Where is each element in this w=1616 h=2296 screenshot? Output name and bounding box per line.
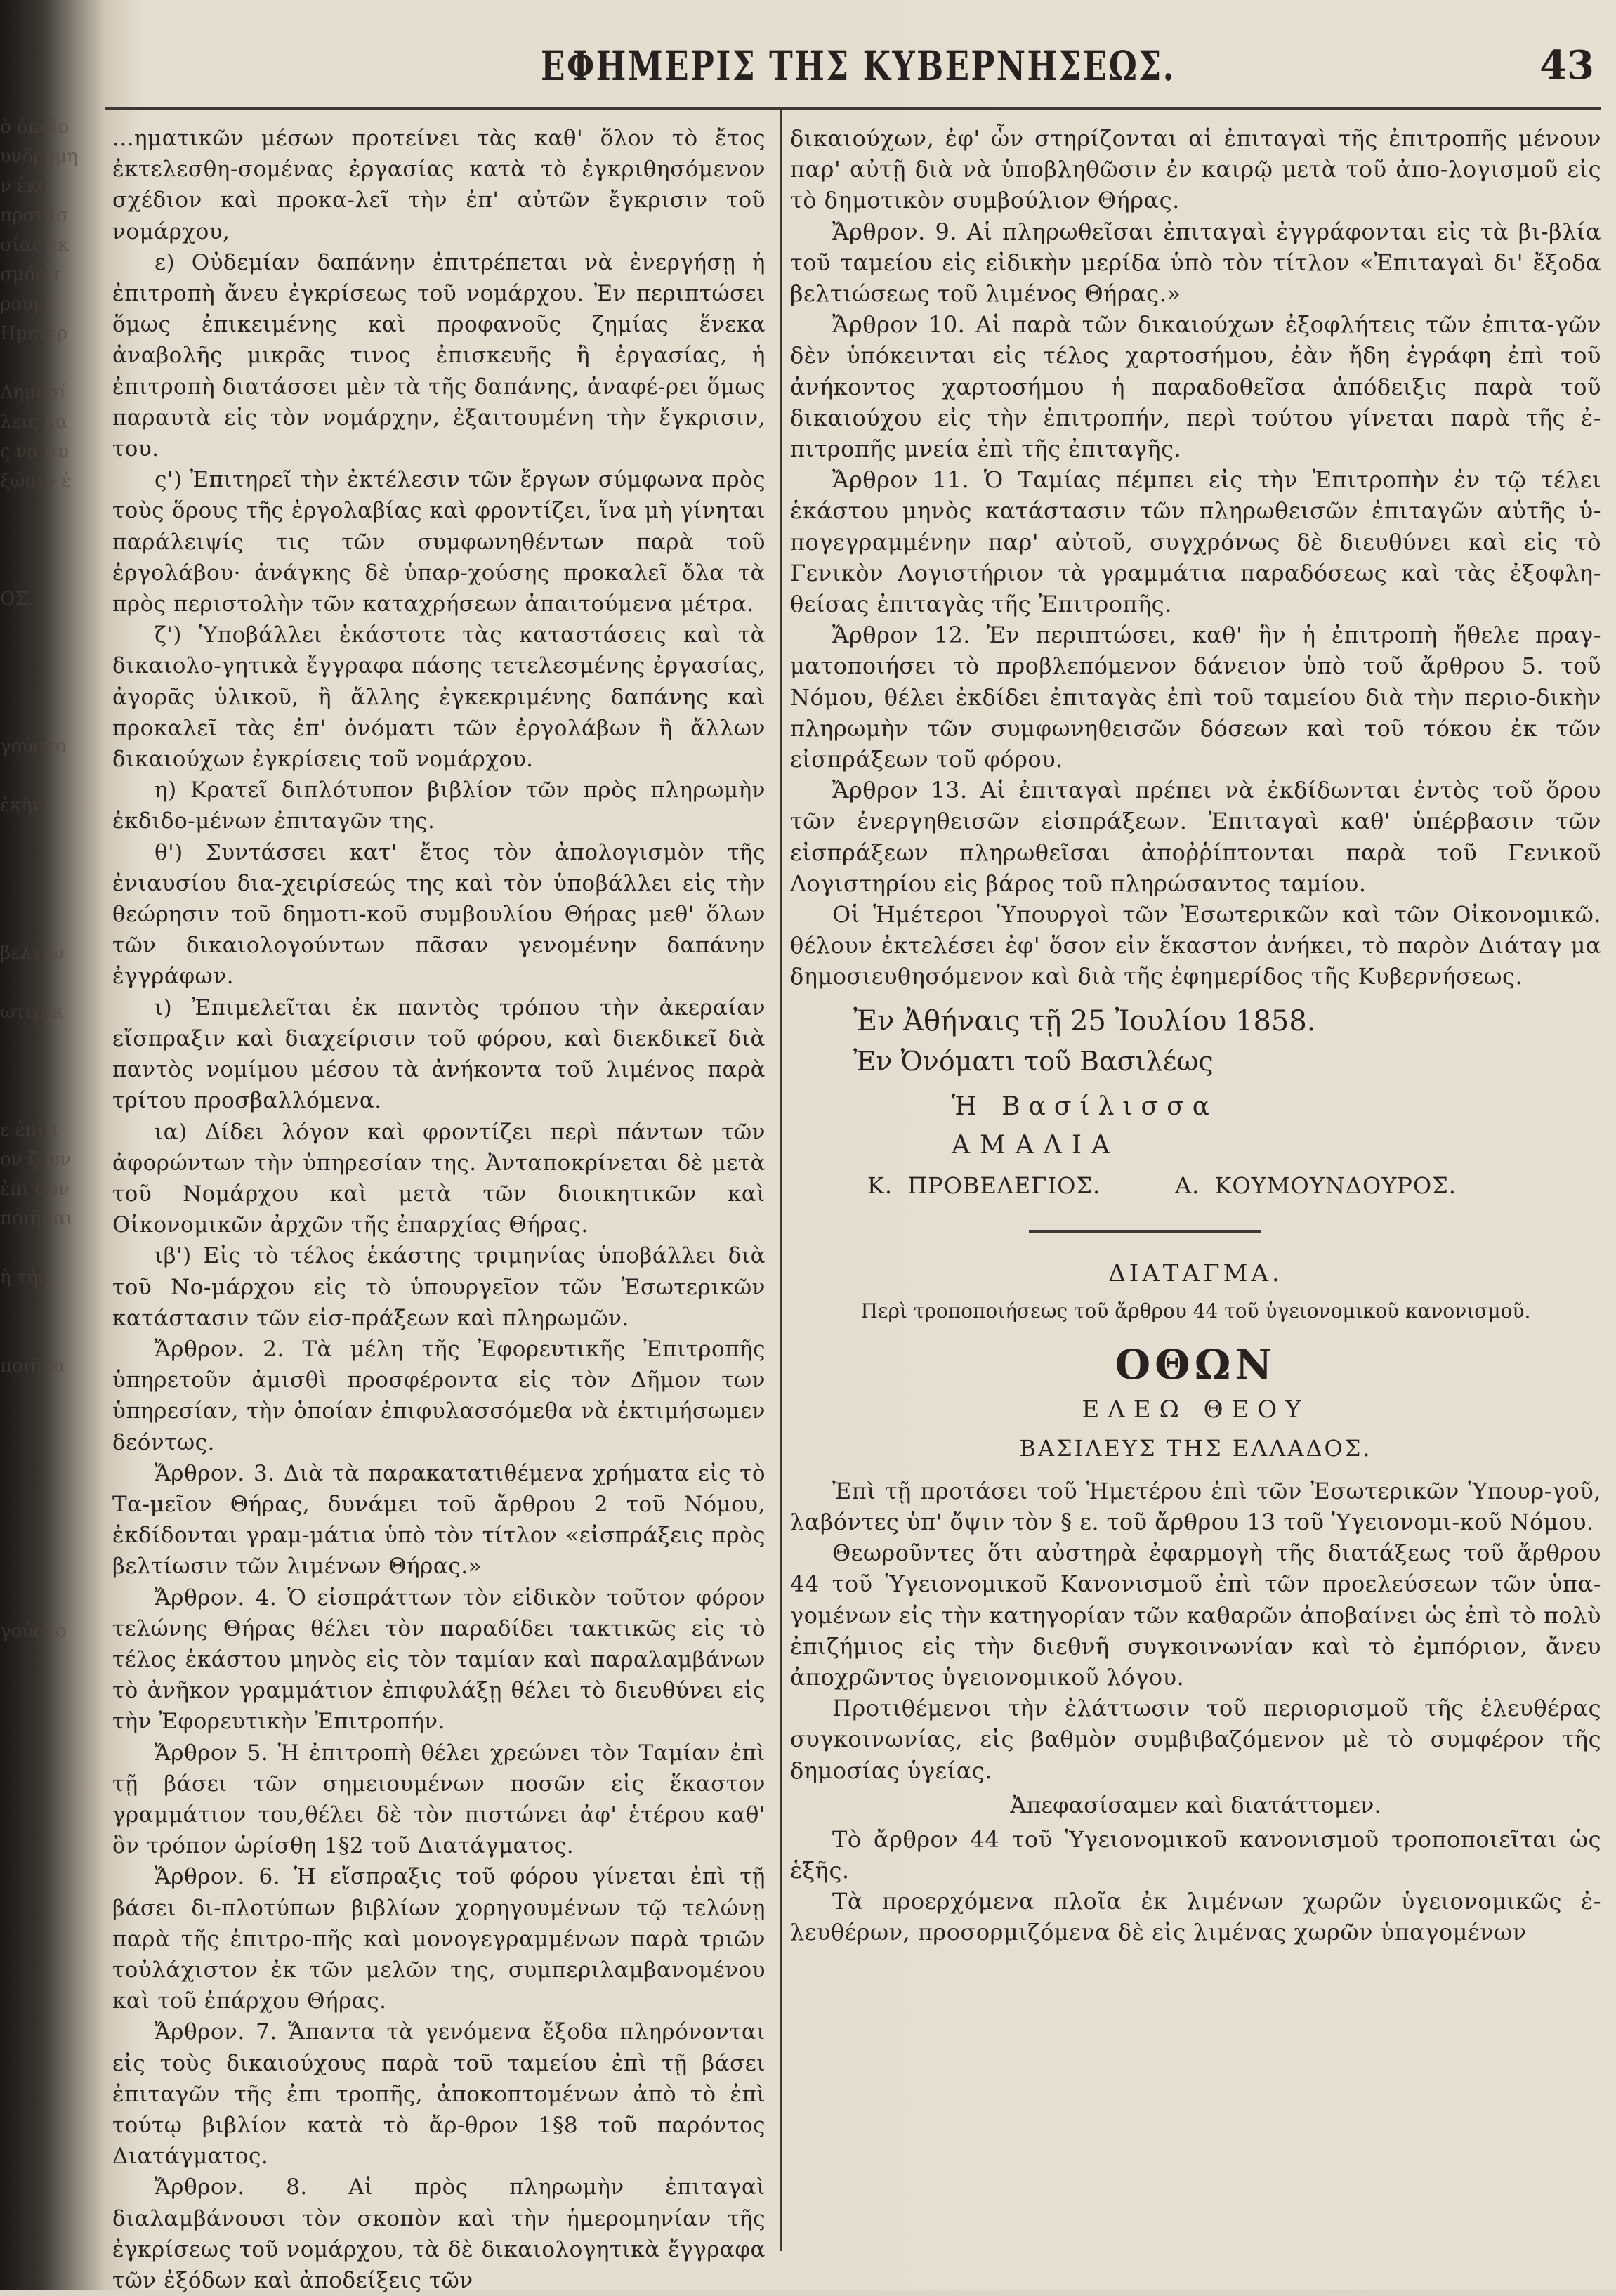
article-7: Ἄρθρον. 7. Ἅπαντα τὰ γενόμενα ἔξοδα πληρόνονται εἰς τοὺς δικαιούχους παρὰ τοῦ ταμείου ἐπὶ τῇ βάσει ἐπιταγῶν τῆς ἐπι τροπῆς, ἀποκοπτομένων ἀπὸ τὸ ἐπὶ τούτῳ βιβλίον κατὰ τὸ ἄρ-θρον 1§8 τοῦ παρόντος Διατάγματος. bbox=[112, 2019, 766, 2170]
bleed-line: Ημετέρ bbox=[0, 323, 68, 344]
minister-1: Κ. ΠΡΟΒΕΛΕΓΙΟΣ. bbox=[867, 1172, 1101, 1199]
bleed-line bbox=[0, 1528, 98, 1558]
bleed-line: λεις κα bbox=[0, 412, 68, 433]
paragraph: θ') Συντάσσει κατ' ἔτος τὸν ἀπολογισμὸν τῆς ἐνιαυσίου δια-χειρίσεώς της καὶ τὸν ὑποβάλλει εἰς τὴν θεώρησιν τοῦ δημοτι-κοῦ συμβουλίου Θήρας μεθ' ὅλων τῶν δικαιολογούντων πᾶσαν γενομένην δαπάνην ἐγγράφων. bbox=[112, 839, 766, 990]
bleed-line: βελτίω bbox=[0, 943, 64, 964]
paragraph: ι) Ἐπιμελεῖται ἐκ παντὸς τρόπου τὴν ἀκεραίαν εἴσπραξιν καὶ διαχείρισιν τοῦ φόρου, καὶ διεκδικεῖ διὰ παντὸς νομίμου μέσου τὰ ἀνήκοντα τοῦ λιμένος παρὰ τρίτου προσβαλλόμενα. bbox=[112, 995, 766, 1114]
bleed-line: ποιῆσα bbox=[0, 1356, 66, 1377]
bleed-line: ωτερικ bbox=[0, 1002, 64, 1023]
bleed-line: ρουμέ bbox=[0, 294, 55, 315]
bleed-line bbox=[0, 1499, 98, 1528]
bleed-line: ν ἐκδ bbox=[0, 176, 49, 197]
bleed-line bbox=[0, 1440, 98, 1469]
bleed-line: ἐκὴν bbox=[0, 795, 44, 816]
page-number: 43 bbox=[1539, 42, 1594, 88]
bleed-line bbox=[0, 525, 98, 555]
article-8: Ἄρθρον. 8. Αἱ πρὸς πληρωμὴν ἐπιταγαὶ διαλαμβάνουσι τὸν σκοπὸν καὶ τὴν ἡμερομηνίαν τῆς ἐγκρίσεως τοῦ νομάρχου, τὰ δὲ δικαιολογητικὰ ἔγγραφα τῶν ἐξόδων καὶ ἀποδείξεις τῶν bbox=[112, 2174, 766, 2294]
bleed-line bbox=[0, 909, 98, 938]
bleed-line: ΟΣ. bbox=[0, 589, 34, 610]
bleed-line bbox=[0, 348, 98, 378]
article-6: Ἄρθρον. 6. Ἡ εἴσπραξις τοῦ φόρου γίνεται ἐπὶ τῇ βάσει δι-πλοτύπων βιβλίων χορηγουμένων τῷ τελώνῃ παρὰ τῆς ἐπιτρο-πῆς καὶ μονογεγραμμένων παρὰ τριῶν τοὐλάχιστον ἐκ τῶν μελῶν της, συμπεριλαμβανομένου καὶ τοῦ ἐπάρχου Θήρας. bbox=[112, 1864, 766, 2014]
bleed-line bbox=[0, 702, 98, 732]
queen-label: Ἡ Βασίλισσα bbox=[952, 1091, 1218, 1121]
left-column bbox=[112, 123, 766, 2296]
in-name-of-king: Ἐν Ὀνόματι τοῦ Βασιλέως bbox=[853, 1045, 1214, 1077]
bleed-line bbox=[0, 850, 98, 879]
bleed-line bbox=[0, 761, 98, 791]
decree-paragraph: Προτιθέμενοι τὴν ἐλάττωσιν τοῦ περιορισμοῦ τῆς ἐλευθέρας συγκοινωνίας, εἰς βαθμὸν συμβιβαζόμενον μὲ τὸ συμφέρον τῆς δημοσίας ὑγείας. bbox=[790, 1695, 1601, 1784]
bleed-line bbox=[0, 879, 98, 909]
article-2: Ἄρθρον. 2. Τὰ μέλη τῆς Ἐφορευτικῆς Ἐπιτροπῆς ὑπηρετοῦν ἀμισθὶ προσφέροντα εἰς τὸν Δῆμον των ὑπηρεσίαν, τὴν ὁποίαν ἐπιφυλασσόμεθα νὰ ἐκτιμήσωμεν δεόντως. bbox=[112, 1336, 766, 1455]
header-rule bbox=[105, 107, 1601, 110]
closing-paragraph: Οἱ Ἡμέτεροι Ὑπουργοὶ τῶν Ἐσωτερικῶν καὶ τῶν Οἰκονομικῶ. θέλουν ἐκτελέσει ἐφ' ὅσον εἰν ἕκαστον ἀνήκει, τὸ παρὸν Διάταγ μα δημοσιευθησόμενον καὶ διὰ τῆς ἐφημερίδος τῆς Κυβερνήσεως. bbox=[790, 901, 1601, 990]
article-13: Ἄρθρον 13. Αἱ ἐπιταγαὶ πρέπει νὰ ἐκδίδωνται ἐντὸς τοῦ ὅρου τῶν ἐνεργηθεισῶν εἰσπράξεων. Ἐπιταγαὶ καθ' ὑπέρβασιν τῶν εἰσπράξεων πληρωθεῖσαι ἀποῤῥίπτονται παρὰ τοῦ Γενικοῦ Λογιστηρίου εἰς βάρος τοῦ πληρώσαντος ταμίου. bbox=[790, 777, 1601, 897]
bleed-line bbox=[0, 820, 98, 850]
bleed-line bbox=[0, 1558, 98, 1587]
bleed-line bbox=[0, 1322, 98, 1351]
paragraph: ια) Δίδει λόγον καὶ φροντίζει περὶ πάντων τῶν ἀφορώντων τὴν ὑπηρεσίαν της. Ἀνταποκρίνεται δὲ μετὰ τοῦ Νομάρχου καὶ μετὰ τῶν διοικητικῶν καὶ Οἰκονομικῶν ἀρχῶν τῆς ἐπαρχίας Θήρας. bbox=[112, 1119, 766, 1238]
bleed-line: ποιῆσαι bbox=[0, 1208, 74, 1229]
bleed-line bbox=[0, 673, 98, 702]
article-9: Ἄρθρον. 9. Αἱ πληρωθεῖσαι ἐπιταγαὶ ἐγγράφονται εἰς τὰ βι-βλία τοῦ ταμείου εἰς εἰδικὴν μερίδα ὑπὸ τὸν τίτλον «Ἐπιταγαὶ δι' ἔξοδα βελτιώσεως τοῦ λιμένος Θήρας.» bbox=[790, 218, 1601, 308]
bleed-line bbox=[0, 968, 98, 997]
bleed-line: υνδρομη bbox=[0, 146, 78, 167]
dateline: Ἐν Ἀθήναις τῇ 25 Ἰουλίου 1858. bbox=[853, 1004, 1316, 1037]
article-4: Ἄρθρον. 4. Ὁ εἰσπράττων τὸν εἰδικὸν τοῦτον φόρον τελώνης Θήρας θέλει τὸν παραδίδει τακτικῶς εἰς τὸ τέλος ἑκάστου μηνὸς εἰς τὸν ταμίαν καὶ παραλαμβάνων τὸ ἀνῆκον γραμμάτιον ἐπιφυλάξῃ θέλει τὸ διευθύνει εἰς τὴν Ἐφορευτικὴν Ἐπιτροπήν. bbox=[112, 1585, 766, 1735]
bleed-line bbox=[0, 1469, 98, 1499]
bleed-line: Δημοσί bbox=[0, 382, 67, 403]
bleed-line: ὴ τής, bbox=[0, 1267, 54, 1288]
bleed-line bbox=[0, 1056, 98, 1086]
bleed-line bbox=[0, 1086, 98, 1115]
bleed-line bbox=[0, 643, 98, 673]
bleed-line bbox=[0, 1292, 98, 1322]
bleed-line bbox=[0, 1381, 98, 1410]
bleed-line: γούστο bbox=[0, 1621, 67, 1642]
bleed-line bbox=[0, 1587, 98, 1617]
paragraph: ε) Οὐδεμίαν δαπάνην ἐπιτρέπεται νὰ ἐνεργήσῃ ἡ ἐπιτροπὴ ἄνευ ἐγκρίσεως τοῦ νομάρχου. Ἐν περιπτώσει ὅμως ἐπικειμένης καὶ προφανοῦς ζημίας ἕνεκα ἀναβολῆς μικρᾶς τινος ἐπισκευῆς ἢ ἐργασίας, ἡ ἐπιτροπὴ διατάσσει μὲν τὰ τῆς δαπάνης, ἀναφέ-ρει ὅμως παραυτὰ εἰς τὸν νομάρχην, ἐξαιτουμένη τὴν ἔγκρισιν, του. bbox=[112, 249, 766, 462]
grace-of-god: ΕΛΕΩ ΘΕΟΥ bbox=[1082, 1395, 1310, 1424]
bleed-line bbox=[0, 555, 98, 584]
decree-paragraph: Τὰ προερχόμενα πλοῖα ἐκ λιμένων χωρῶν ὑγειονομικῶς ἐ-λευθέρων, προσορμιζόμενα δὲ εἰς λιμένας χωρῶν ὑπαγομένων bbox=[790, 1888, 1601, 1946]
page-header bbox=[112, 28, 1601, 105]
king-of-greece: ΒΑΣΙΛΕΥΣ ΤΗΣ ΕΛΛΑΔΟΣ. bbox=[1019, 1434, 1372, 1462]
bleed-line: σίας ἐκ bbox=[0, 235, 70, 256]
minister-2: Α. ΚΟΥΜΟΥΝΔΟΥΡΟΣ. bbox=[1175, 1172, 1457, 1199]
paragraph: ζ') Ὑποβάλλει ἑκάστοτε τὰς καταστάσεις καὶ τὰ δικαιολο-γητικὰ ἔγγραφα πάσης τετελεσμένης ἐργασίας, ἀγορᾶς ὑλικοῦ, ἢ ἄλλης ἐγκεκριμένης δαπάνης καὶ προκαλεῖ τὰς ἐπ' ὀνόματι τῶν ἐργολάβων ἢ ἄλλων δικαιούχων ἐγκρίσεις τοῦ νομάρχου. bbox=[112, 622, 766, 773]
decree-subtitle: Περὶ τροποποιήσεως τοῦ ἄρθρου 44 τοῦ ὑγειονομικοῦ κανονισμοῦ. bbox=[860, 1299, 1531, 1323]
bleed-line: ξώσιν ἐ bbox=[0, 471, 72, 492]
bleed-line: ον ζουν bbox=[0, 1149, 72, 1170]
article-10: Ἄρθρον 10. Αἱ παρὰ τῶν δικαιούχων ἐξοφλήτεις τῶν ἐπιτα-γῶν δὲν ὑπόκεινται εἰς τέλος χαρτοσήμου, ἐὰν ἤδη ἐγράφη ἐπὶ τοῦ ἀνήκοντος χαρτοσήμου ἡ παραδοθεῖσα ἀπόδειξις παρὰ τοῦ δικαιούχου εἰς τὴν ἐπιτροπήν, περὶ τούτου γίνεται παρὰ τῆς ἐ-πιτροπῆς μνεία ἐπὶ τῆς ἐπιταγῆς. bbox=[790, 311, 1601, 463]
decree-paragraph: Ἐπὶ τῇ προτάσει τοῦ Ἡμετέρου ἐπὶ τῶν Ἐσωτερικῶν Ὑπουρ-γοῦ, λαβόντες ὑπ' ὄψιν τὸν § ε. τοῦ ἄρθρου 13 τοῦ Ὑγειονομι-κοῦ Νόμου. bbox=[790, 1477, 1601, 1535]
article-3: Ἄρθρον. 3. Διὰ τὰ παρακατατιθέμενα χρήματα εἰς τὸ Τα-μεῖον Θήρας, δυνάμει τοῦ ἄρθρου 2 τοῦ Νόμου, ἐκδίδονται γραμ-μάτια ὑπὸ τὸν τίτλον «εἰσπράξεις πρὸς βελτίωσιν τῶν λιμένων Θήρας.» bbox=[112, 1460, 766, 1580]
decree-paragraph: Τὸ ἄρθρον 44 τοῦ Ὑγειονομικοῦ κανονισμοῦ τροποποιεῖται ὡς ἑξῆς. bbox=[790, 1825, 1601, 1884]
section-rule bbox=[1029, 1230, 1261, 1233]
decree-title: ΔΙΑΤΑΓΜΑ. bbox=[1108, 1259, 1283, 1287]
bleed-line: γούστο bbox=[0, 736, 67, 757]
bleed-line: ἐπὶ συν bbox=[0, 1179, 70, 1200]
bleed-line bbox=[0, 1233, 98, 1263]
article-11: Ἄρθρον 11. Ὁ Ταμίας πέμπει εἰς τὴν Ἐπιτροπὴν ἐν τῷ τέλει ἑκάστου μηνὸς κατάστασιν τῶν πληρωθεισῶν ἐπιταγῶν αὐτῆς ὑ-πογεγραμμένην παρ' αὐτοῦ, συγχρόνως δὲ διευθύνει καὶ εἰς τὸ Γενικὸν Λογιστήριον τὰ γραμμάτια παραδόσεως καὶ τὰς ἐξοφλη-θείσας ἐπιταγὰς τῆς Ἐπιτροπῆς. bbox=[790, 466, 1601, 618]
bleed-line: προτάσ bbox=[0, 205, 69, 226]
bleed-line bbox=[0, 614, 98, 643]
gazette-title: ΕΦΗΜΕΡΙΣ ΤΗΣ ΚΥΒΕΡΝΗΣΕΩΣ. bbox=[541, 42, 1176, 90]
article-5: Ἄρθρον 5. Ἡ ἐπιτροπὴ θέλει χρεώνει τὸν Ταμίαν ἐπὶ τῇ βάσει τῶν σημειουμένων ποσῶν εἰς ἕκαστον γραμμάτιον του,θέλει δὲ τὸν πιστώνει ἀφ' ἑτέρου καθ' ὃν τρόπον ὡρίσθη 1§2 τοῦ Διατάγματος. bbox=[112, 1740, 766, 1859]
paragraph: ...ηματικῶν μέσων προτείνει τὰς καθ' ὅλον τὸ ἔτος ἐκτελεσθη-σομένας ἐργασίας κατὰ τὸ ἐγκριθησόμενον σχέδιον καὶ προκα-λεῖ τὴν ἐπ' αὐτῶν ἔγκρισιν τοῦ νομάρχου, bbox=[112, 126, 766, 244]
amalia-signature: ΑΜΑΛΙΑ bbox=[952, 1130, 1120, 1160]
bleed-line: ε ἐπὶ τ bbox=[0, 1120, 60, 1141]
bleed-line: ὸ ὁποῖο bbox=[0, 117, 70, 138]
bleed-line bbox=[0, 1410, 98, 1440]
paragraph: ιβ') Εἰς τὸ τέλος ἑκάστης τριμηνίας ὑποβάλλει διὰ τοῦ Νο-μάρχου εἰς τὸ ὑπουργεῖον τῶν Ἐσωτερικῶν κατάστασιν τῶν εἰσ-πράξεων καὶ πληρωμῶν. bbox=[112, 1243, 766, 1331]
bleed-line bbox=[0, 496, 98, 525]
bleed-line: ς να συ bbox=[0, 441, 70, 462]
bleed-line bbox=[0, 1027, 98, 1056]
article-12: Ἄρθρον 12. Ἐν περιπτώσει, καθ' ἣν ἡ ἐπιτροπὴ ἤθελε πραγ-ματοποιήσει τὸ προβλεπόμενον δάνειον ὑπὸ τοῦ ἄρθρου 5. τοῦ Νόμου, θέλει ἐκδίδει ἐπιταγὰς ἐπὶ τοῦ ταμείου διὰ τὴν περιο-δικὴν πληρωμὴν τῶν συμφωνηθεισῶν δόσεων καὶ τοῦ τόκου ἐκ τῶν εἰσπράξεων τοῦ φόρου. bbox=[790, 622, 1601, 773]
otho-heading: ΟΘΩΝ bbox=[1115, 1340, 1277, 1389]
ministers-signatures bbox=[867, 1172, 1601, 1199]
column-divider bbox=[780, 109, 782, 2251]
paragraph: δικαιούχων, ἐφ' ὧν στηρίζονται αἱ ἐπιταγαὶ τῆς ἐπιτροπῆς μένουν παρ' αὐτῇ διὰ νὰ ὑποβληθῶσιν ἐν καιρῷ μετὰ τοῦ ἀπο-λογισμοῦ εἰς τὸ δημοτικὸν συμβούλιον Θήρας. bbox=[790, 125, 1601, 214]
previous-page-bleed bbox=[0, 112, 98, 2184]
paragraph: ς') Ἐπιτηρεῖ τὴν ἐκτέλεσιν τῶν ἔργων σύμφωνα πρὸς τοὺς ὅρους τῆς ἐργολαβίας καὶ φροντίζει, ἵνα μὴ γίνηται παράλειψίς τις τῶν συμφωνηθέντων παρὰ τοῦ ἐργολάβου· ἀνάγκης δὲ ὑπαρ-χούσης προκαλεῖ ὅλα τὰ πρὸς περιστολὴν τῶν καταχρήσεων ἀπαιτούμενα μέτρα. bbox=[112, 467, 766, 617]
decree-resolution: Ἀπεφασίσαμεν καὶ διατάττομεν. bbox=[1010, 1791, 1381, 1818]
decree-paragraph: Θεωροῦντες ὅτι αὐστηρὰ ἐφαρμογὴ τῆς διατάξεως τοῦ ἄρθρου 44 τοῦ Ὑγειονομικοῦ Κανονισμοῦ ἐπὶ τῶν προελεύσεων τῶν ὑπα-γομένων εἰς τὴν κατηγορίαν τῶν καθαρῶν ἀποβαίνει ὡς ἐπὶ τὸ πολὺ ἐπιζήμιος εἰς τὴν διεθνῆ συγκοινωνίαν καὶ τὸ ἐμπόριον, ἄνευ ἀποχρῶντος ὑγειονομικοῦ λόγου. bbox=[790, 1540, 1601, 1691]
bleed-line: σμός τ bbox=[0, 264, 62, 285]
right-column bbox=[790, 123, 1601, 1948]
paragraph: η) Κρατεῖ διπλότυπον βιβλίον τῶν πρὸς πληρωμὴν ἐκδιδο-μένων ἐπιταγῶν της. bbox=[112, 778, 766, 834]
